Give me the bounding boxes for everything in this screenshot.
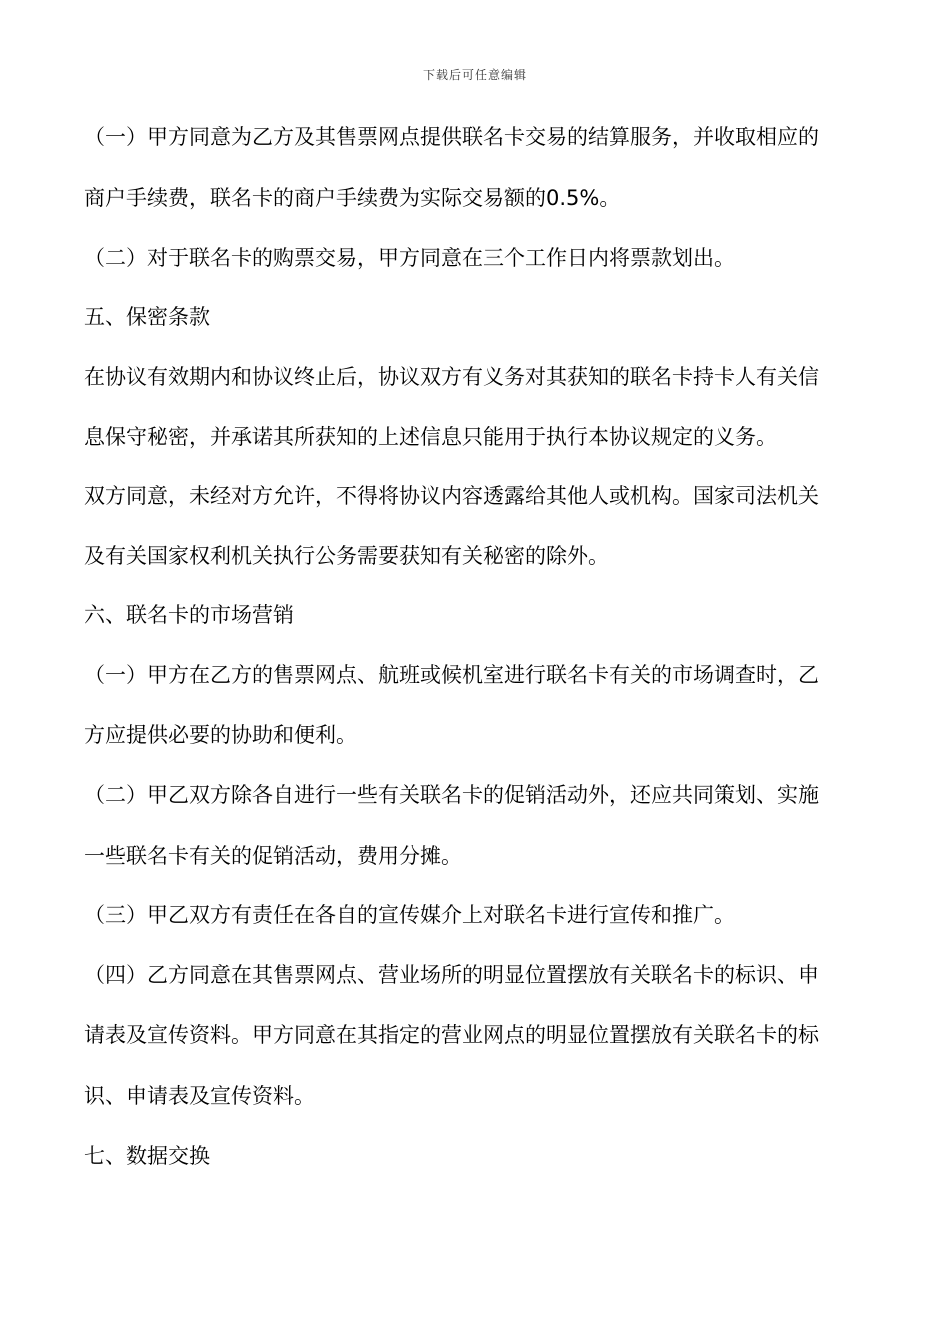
paragraph-line: 息保守秘密，并承诺其所获知的上述信息只能用于执行本协议规定的义务。 [84,425,777,449]
paragraph-line: 在协议有效期内和协议终止后，协议双方有义务对其获知的联名卡持卡人有关信 [84,365,819,389]
paragraph-line: （四）乙方同意在其售票网点、营业场所的明显位置摆放有关联名卡的标识、申 [84,963,819,987]
paragraph-line: （一）甲方在乙方的售票网点、航班或候机室进行联名卡有关的市场调查时，乙 [84,663,819,687]
section-heading: 六、联名卡的市场营销 [84,603,294,627]
paragraph-line: 方应提供必要的协助和便利。 [84,723,357,747]
paragraph-line: 请表及宣传资料。甲方同意在其指定的营业网点的明显位置摆放有关联名卡的标 [84,1023,819,1047]
paragraph-line: （一）甲方同意为乙方及其售票网点提供联名卡交易的结算服务，并收取相应的 [84,125,819,149]
paragraph-line: （二）甲乙双方除各自进行一些有关联名卡的促销活动外，还应共同策划、实施 [84,783,819,807]
paragraph-line: 及有关国家权利机关执行公务需要获知有关秘密的除外。 [84,544,609,568]
paragraph-line: 双方同意，未经对方允许，不得将协议内容透露给其他人或机构。国家司法机关 [84,484,819,508]
section-heading: 七、数据交换 [84,1144,210,1168]
paragraph-line: 一些联名卡有关的促销活动，费用分摊。 [84,844,462,868]
paragraph-line: （二）对于联名卡的购票交易，甲方同意在三个工作日内将票款划出。 [84,246,735,270]
page-header: 下载后可任意编辑 [422,68,527,82]
section-heading: 五、保密条款 [84,305,210,329]
paragraph-line: （三）甲乙双方有责任在各自的宣传媒介上对联名卡进行宣传和推广。 [84,903,735,927]
paragraph-line: 商户手续费，联名卡的商户手续费为实际交易额的0.5%。 [84,186,621,210]
paragraph-line: 识、申请表及宣传资料。 [84,1084,315,1108]
